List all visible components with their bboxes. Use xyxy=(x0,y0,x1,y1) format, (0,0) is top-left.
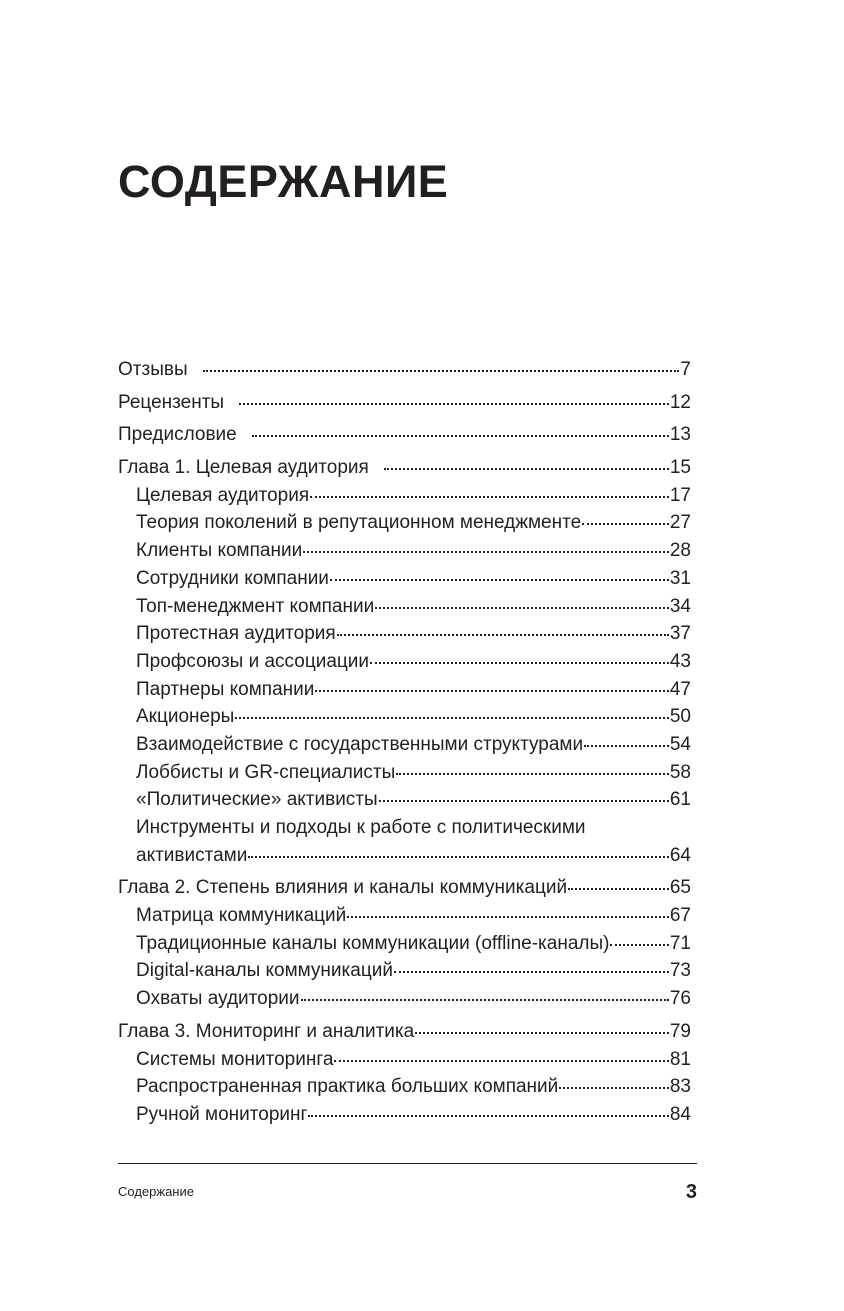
toc-subentry[interactable] xyxy=(118,648,691,676)
toc-subentry[interactable] xyxy=(118,1046,691,1074)
toc-entry-reviewers[interactable] xyxy=(118,389,691,417)
toc-entry-label: Инструменты и подходы к работе с политическими xyxy=(136,817,586,838)
dot-leader xyxy=(610,943,668,946)
toc-subentry[interactable] xyxy=(118,957,691,985)
toc-subentry[interactable] xyxy=(118,759,691,787)
dot-leader xyxy=(203,369,680,372)
table-of-contents xyxy=(118,356,691,1129)
toc-subentry[interactable] xyxy=(118,537,691,565)
toc-entry-page: 27 xyxy=(669,512,691,534)
toc-entry-label: Системы мониторинга xyxy=(136,1048,334,1070)
dot-leader xyxy=(396,772,669,775)
dot-leader xyxy=(239,402,669,405)
toc-entry-page: 13 xyxy=(669,424,691,446)
toc-entry-page: 73 xyxy=(669,960,691,982)
toc-entry-page: 84 xyxy=(669,1103,691,1125)
toc-subentry[interactable] xyxy=(118,703,691,731)
toc-entry-label: Ручной мониторинг xyxy=(136,1103,308,1125)
toc-chapter-3[interactable] xyxy=(118,1018,691,1046)
toc-entry-label: Глава 3. Мониторинг и аналитика xyxy=(118,1020,415,1042)
toc-entry-preface[interactable] xyxy=(118,421,691,449)
toc-entry-page: 17 xyxy=(669,484,691,506)
toc-entry-page: 58 xyxy=(669,761,691,783)
toc-entry-label: Digital-каналы коммуникаций xyxy=(136,960,393,982)
dot-leader xyxy=(568,887,669,890)
toc-entry-label: Топ-менеджмент компании xyxy=(136,595,375,617)
toc-entry-label: Традиционные каналы коммуникации (offline-каналы) xyxy=(136,932,610,954)
toc-entry-page: 43 xyxy=(669,650,691,672)
dot-leader xyxy=(310,495,669,498)
toc-entry-label: Рецензенты xyxy=(118,391,225,413)
toc-entry-label: Клиенты компании xyxy=(136,540,303,562)
toc-entry-page: 61 xyxy=(669,789,691,811)
dot-leader xyxy=(337,633,669,636)
toc-entry-page: 83 xyxy=(669,1076,691,1098)
toc-entry-label: Охваты аудитории xyxy=(136,988,300,1010)
toc-entry-label: Глава 2. Степень влияния и каналы коммуникаций xyxy=(118,877,568,899)
dot-leader xyxy=(394,970,669,973)
toc-subentry[interactable] xyxy=(118,620,691,648)
toc-subentry[interactable] xyxy=(118,509,691,537)
dot-leader xyxy=(308,1114,668,1117)
toc-entry-page: 12 xyxy=(669,391,691,413)
page-number: 3 xyxy=(685,1181,697,1203)
toc-subentry[interactable] xyxy=(118,985,691,1013)
dot-leader xyxy=(370,661,669,664)
toc-entry-label: Профсоюзы и ассоциации xyxy=(136,650,370,672)
toc-subentry[interactable] xyxy=(118,1101,691,1129)
toc-subentry[interactable] xyxy=(118,930,691,958)
toc-entry-page: 31 xyxy=(669,567,691,589)
toc-entry-label: Предисловие xyxy=(118,424,237,446)
toc-entry-page: 7 xyxy=(680,359,691,380)
toc-entry-label: Глава 1. Целевая аудитория xyxy=(118,457,369,479)
toc-subentry[interactable] xyxy=(118,1073,691,1101)
toc-entry-page: 15 xyxy=(669,457,691,479)
toc-subentry[interactable] xyxy=(118,786,691,814)
dot-leader xyxy=(584,744,669,747)
toc-entry-label: «Политические» активисты xyxy=(136,789,378,811)
toc-entry-page: 54 xyxy=(669,733,691,755)
toc-entry-page: 81 xyxy=(669,1048,691,1070)
toc-entry-page: 79 xyxy=(669,1020,691,1042)
dot-leader xyxy=(303,550,669,553)
dot-leader xyxy=(315,689,668,692)
toc-entry-page: 64 xyxy=(669,844,691,866)
toc-subentry[interactable] xyxy=(118,731,691,759)
toc-subentry[interactable] xyxy=(118,676,691,704)
toc-entry-page: 71 xyxy=(669,932,691,954)
dot-leader xyxy=(235,716,669,719)
toc-chapter-2[interactable] xyxy=(118,874,691,902)
dot-leader xyxy=(415,1031,669,1034)
toc-entry-label: Протестная аудитория xyxy=(136,623,336,645)
toc-entry-label: Целевая аудитория xyxy=(136,484,310,506)
toc-entry-label: Лоббисты и GR-специалисты xyxy=(136,761,396,783)
toc-entry-page: 47 xyxy=(669,678,691,700)
dot-leader xyxy=(375,606,669,609)
toc-entry-label: активистами xyxy=(136,844,248,866)
toc-subentry[interactable] xyxy=(118,593,691,621)
dot-leader xyxy=(347,915,669,918)
dot-leader xyxy=(330,578,669,581)
dot-leader xyxy=(252,434,669,437)
toc-entry-label: Отзывы xyxy=(118,359,188,380)
dot-leader xyxy=(379,799,669,802)
toc-entry-label: Матрица коммуникаций xyxy=(136,905,347,927)
toc-subentry[interactable] xyxy=(118,902,691,930)
toc-entry-label: Теория поколений в репутационном менеджменте xyxy=(136,512,582,534)
footer-section-label: Содержание xyxy=(118,1184,194,1199)
toc-entry-reviews[interactable] xyxy=(118,356,691,384)
toc-subentry[interactable] xyxy=(118,565,691,593)
dot-leader xyxy=(248,855,669,858)
toc-subentry-line2[interactable] xyxy=(118,842,691,870)
toc-entry-page: 37 xyxy=(669,623,691,645)
footer-divider xyxy=(118,1163,697,1164)
toc-entry-page: 65 xyxy=(669,877,691,899)
toc-entry-page: 28 xyxy=(669,540,691,562)
toc-entry-label: Акционеры xyxy=(136,706,235,728)
toc-subentry-line1[interactable] xyxy=(118,814,691,842)
toc-entry-label: Сотрудники компании xyxy=(136,567,329,589)
dot-leader xyxy=(334,1059,668,1062)
dot-leader xyxy=(384,467,669,470)
dot-leader xyxy=(301,998,669,1001)
toc-entry-label: Взаимодействие с государственными структурами xyxy=(136,733,584,755)
toc-entry-label: Распространенная практика больших компаний xyxy=(136,1076,559,1098)
dot-leader xyxy=(559,1086,669,1089)
toc-chapter-1[interactable] xyxy=(118,454,691,482)
toc-subentry[interactable] xyxy=(118,482,691,510)
toc-entry-page: 34 xyxy=(669,595,691,617)
toc-entry-page: 76 xyxy=(669,988,691,1010)
toc-entry-label: Партнеры компании xyxy=(136,678,315,700)
toc-entry-page: 67 xyxy=(669,905,691,927)
page-title: СОДЕРЖАНИЕ xyxy=(118,156,449,207)
toc-entry-page: 50 xyxy=(669,706,691,728)
dot-leader xyxy=(582,522,669,525)
